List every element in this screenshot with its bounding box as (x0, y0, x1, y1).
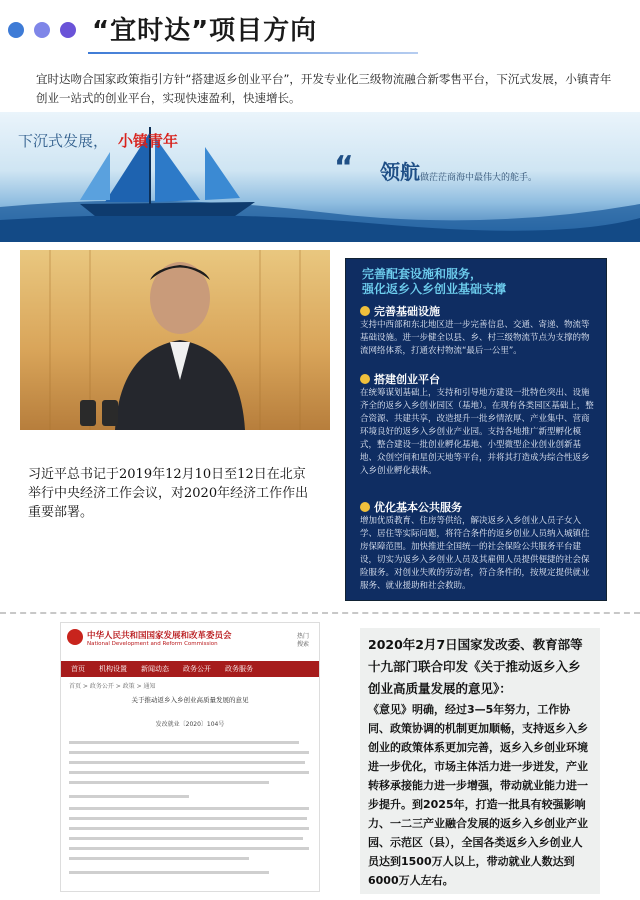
poster-item-title: 搭建创业平台 (374, 373, 440, 386)
ndrc-org-name-en: National Development and Reform Commission (87, 641, 218, 647)
banner-slogan-part2: 小镇青年 (118, 132, 179, 150)
text-line (69, 871, 269, 874)
ndrc-link-search[interactable]: 搜索 (296, 641, 309, 648)
poster-headline (362, 267, 506, 297)
speaker-figure (20, 250, 330, 430)
intro-paragraph: 宜时达吻合国家政策指引方针“搭建返乡创业平台”，开发专业化三级物流融合新零售平台，下沉式发展，小镇青年创业一站式的创业平台，实现快速盈利，快速增长。 (36, 72, 612, 105)
document-number: 发改就业〔2020〕104号 (155, 721, 225, 728)
text-line (69, 827, 309, 830)
title-underline (88, 52, 418, 54)
text-line (69, 795, 189, 798)
banner-quote-mark: “ (334, 150, 354, 185)
poster-headline-line1: 完善配套设施和服务， (362, 267, 483, 281)
ndrc-nav-public[interactable]: 政务公开 (183, 665, 211, 673)
ndrc-nav-bar (61, 661, 319, 677)
text-line (69, 761, 305, 764)
poster-headline-line2: 强化返乡入乡创业基础支撑 (362, 282, 507, 296)
text-line (69, 807, 309, 810)
bullet-icon (360, 374, 370, 384)
bullet-icon (360, 306, 370, 316)
banner-tagline: 做茫茫商海中最伟大的舵手。 (420, 173, 538, 183)
text-line (69, 741, 299, 744)
ndrc-nav-news[interactable]: 新闻动态 (141, 665, 169, 673)
banner-lead-text: 领航 (380, 160, 420, 184)
decorative-dots (8, 22, 76, 38)
bullet-icon (360, 502, 370, 512)
text-line (69, 751, 309, 754)
poster-item-title: 完善基础设施 (374, 305, 440, 318)
policy-poster (345, 258, 607, 601)
photo-caption: 习近平总书记于2019年12月10日至12日在北京举行中央经济工作会议，对2020年经济工作作出重要部署。 (28, 467, 309, 520)
ndrc-document-screenshot (60, 622, 320, 892)
dot-3 (60, 22, 76, 38)
dot-1 (8, 22, 24, 38)
ndrc-nav-org[interactable]: 机构设置 (99, 665, 127, 673)
summary-headline: 2020年2月7日国家发改委、教育部等十九部门联合印发《关于推动返乡入乡创业高质量发展的意见》： (368, 637, 583, 696)
text-line (69, 817, 307, 820)
breadcrumb: 首页 > 政务公开 > 政策 > 通知 (69, 683, 156, 690)
banner-image (0, 112, 640, 242)
poster-item-text: 在统筹谋划基础上，支持和引导地方建设一批特色突出、设施齐全的返乡入乡创业园区（基地）。在现有各类园区基础上，整合资源、共建共享，改造提升一批乡情浓厚、产业集中、营商环境良好的返乡入乡创业产业园。支持各地推广新型孵化模式，整合建设一批创业孵化基地、小型微型企业创业创新基地、众创空间和星创天地等平台，并将其打造成为综合性返乡入乡创业孵化载体。 (360, 388, 594, 476)
ndrc-org-name: 中华人民共和国国家发展和改革委员会 (87, 631, 232, 641)
poster-item-text: 增加优质教育、住房等供给，解决返乡入乡创业人员子女入学、居住等实际问题，将符合条件的返乡创业人员纳入城镇住房保障范围。加快推进全国统一的社会保险公共服务平台建设，切实为返乡入乡创业人员及其雇佣人员提供便捷的社会保险服务。对创业失败的劳动者，符合条件的，按规定提供就业服务、就业援助和社会救助。 (360, 516, 590, 591)
ndrc-nav-home[interactable]: 首页 (71, 665, 85, 673)
document-title: 关于推动返乡入乡创业高质量发展的意见 (131, 696, 249, 704)
poster-item-title: 优化基本公共服务 (374, 501, 462, 514)
text-line (69, 857, 249, 860)
leader-photo (20, 250, 330, 430)
poster-item-text: 支持中西部和东北地区进一步完善信息、交通、寄递、物流等基础设施。进一步健全以县、乡、村三级物流节点为支撑的物流网络体系，打通农村物流“最后一公里”。 (360, 320, 590, 356)
poster-item (360, 303, 596, 358)
banner-slogan-part1: 下沉式发展， (18, 132, 109, 150)
dot-2 (34, 22, 50, 38)
poster-item (360, 371, 596, 478)
text-line (69, 771, 309, 774)
policy-summary-box (360, 628, 600, 894)
summary-body: 《意见》明确，经过3—5年努力，工作协同、政策协调的机制更加顺畅，支持返乡入乡创业的政策体系更加完善，返乡入乡创业环境进一步优化，市场主体活力进一步迸发，产业转移承接能力进一步增强，带动就业能力进一步提升。到2025年，打造一批具有较强影响力、一二三产业融合发展的返乡入乡创业产业园、示范区（县），全国各类返乡入乡创业人员达到1500万人以上，带动就业人数达到6000万人左右。 (368, 703, 588, 887)
poster-item (360, 499, 596, 593)
ndrc-quick-links (297, 633, 309, 649)
text-line (69, 847, 309, 850)
text-line (69, 837, 303, 840)
section-divider (0, 612, 640, 614)
ndrc-nav-service[interactable]: 政务服务 (225, 665, 253, 673)
text-line (69, 781, 269, 784)
ndrc-link-hot[interactable]: 热门 (296, 633, 309, 640)
page-title: “宜时达”项目方向 (92, 16, 318, 46)
emblem-icon (67, 629, 83, 645)
